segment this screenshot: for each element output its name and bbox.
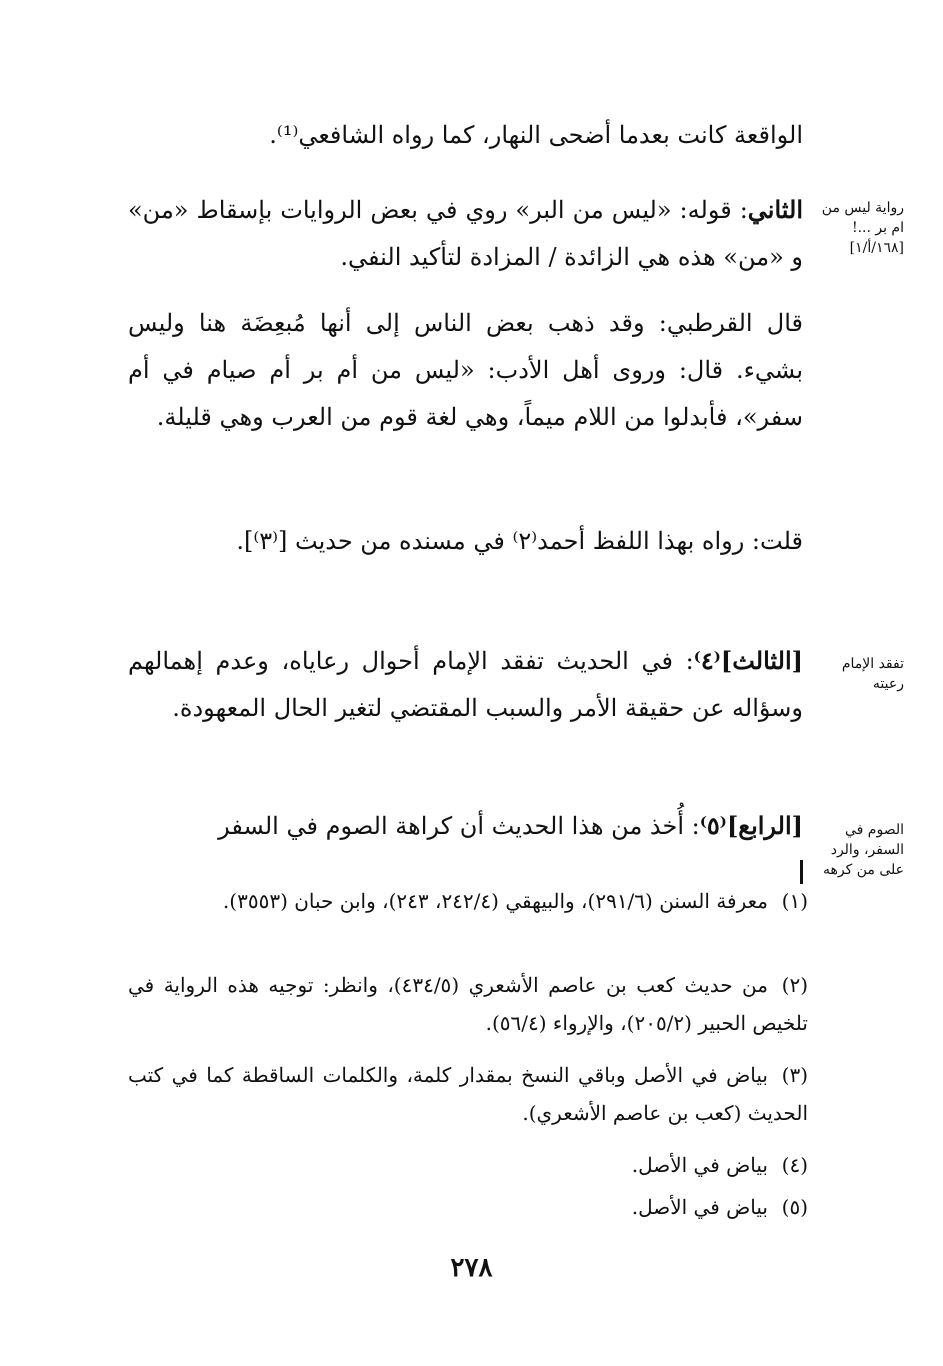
footnote-1-text: معرفة السنن (٢٩١/٦)، والبيهقي (٢٤٢/٤، ٢٤٣)، وابن حبان (٣٥٥٣). xyxy=(222,889,768,913)
paragraph-third xyxy=(128,637,803,732)
footnote-3 xyxy=(128,1056,808,1132)
margin-note-riwaya-text: رواية ليس من ام بر ...! xyxy=(821,200,904,236)
page-number: ٢٧٨ xyxy=(450,1253,493,1283)
paragraph-qurtubi: قال القرطبي: وقد ذهب بعض الناس إلى أنها مُبعِضَة هنا وليس بشيء. قال: وروى أهل الأدب: «ليس من أم بر أم صيام في أم سفر»، فأبدلوا من اللام ميماً، وهي لغة قوم من العرب وهي قليلة. xyxy=(128,309,803,431)
footnote-3-text: بياض في الأصل وباقي النسخ بمقدار كلمة، والكلمات الساقطة كما في كتب الحديث (كعب بن عاصم الأشعري). xyxy=(128,1063,808,1125)
paragraph-second xyxy=(128,186,803,281)
paragraph-fourth-text: : أُخذ من هذا الحديث أن كراهة الصوم في السفر xyxy=(218,812,700,840)
margin-note-imam: تفقد الإمام رعيته xyxy=(841,656,904,692)
margin-note-manuscript-ref: [١٦٨/أ/١] xyxy=(849,240,904,256)
footnote-5-text: بياض في الأصل. xyxy=(631,1195,768,1219)
footnote-4-number: (٤) xyxy=(781,1153,808,1177)
footnote-2 xyxy=(128,966,808,1042)
footnote-3-number: (٣) xyxy=(781,1063,808,1087)
margin-note-sawm: الصوم في السفر، والرد على من كرهه xyxy=(823,822,904,878)
paragraph-fourth-lead: [الرابع]⁽٥⁾ xyxy=(699,811,803,840)
footnote-separator xyxy=(800,860,803,884)
footnote-4 xyxy=(128,1146,808,1184)
margin-note-riwaya xyxy=(812,198,904,258)
footnote-5-number: (٥) xyxy=(781,1195,808,1219)
footnote-1 xyxy=(128,882,808,920)
paragraph-second-text: : قوله: «ليس من البر» روي في بعض الروايات بإسقاط «من» و «من» هذه هي الزائدة / المزادة لتأكيد النفي. xyxy=(128,196,803,271)
paragraph-qultu: قلت: رواه بهذا اللفظ أحمد⁽٢⁾ في مسنده من حديث [⁽٣⁾]. xyxy=(236,527,803,555)
footnote-2-text: من حديث كعب بن عاصم الأشعري (٤٣٤/٥)، وانظر: توجيه هذه الرواية في تلخيص الحبير (٢٠٥/٢)، والإرواء (٥٦/٤). xyxy=(128,973,808,1035)
footnote-1-number: (١) xyxy=(781,889,808,913)
paragraph-third-lead: [الثالث]⁽٤⁾ xyxy=(693,646,803,675)
opening-line: الواقعة كانت بعدما أضحى النهار، كما رواه الشافعي⁽¹⁾. xyxy=(269,121,803,149)
footnote-4-text: بياض في الأصل. xyxy=(631,1153,768,1177)
paragraph-third-text: : في الحديث تفقد الإمام أحوال رعاياه، وعدم إهمالهم وسؤاله عن حقيقة الأمر والسبب المقتضي لتغير الحال المعهودة. xyxy=(128,647,803,722)
footnote-2-number: (٢) xyxy=(781,973,808,997)
paragraph-second-lead: الثاني xyxy=(747,195,803,224)
paragraph-fourth xyxy=(128,802,803,850)
footnote-5 xyxy=(128,1188,808,1226)
